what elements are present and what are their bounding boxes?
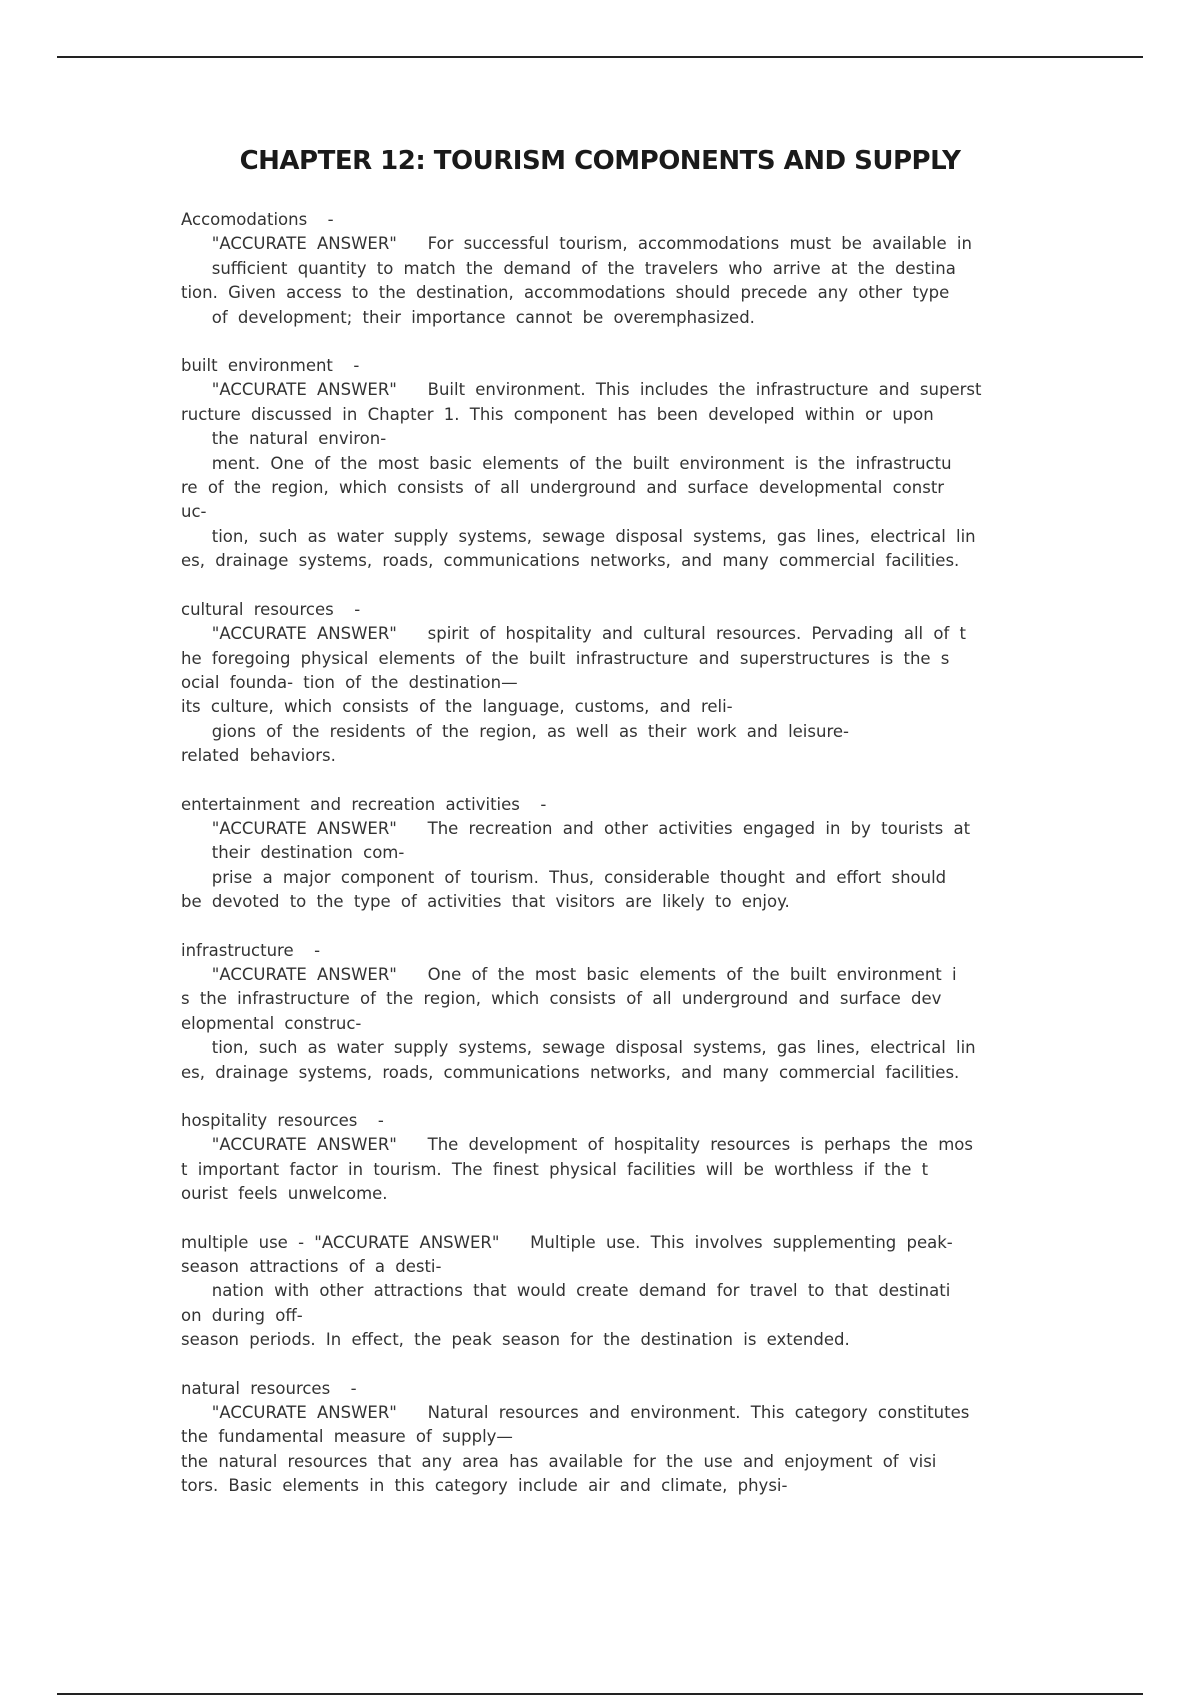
glossary-entry xyxy=(181,793,1021,915)
glossary-entry xyxy=(181,598,1021,769)
entry-definition-line: their destination com- xyxy=(181,843,405,863)
entry-definition-line: the natural environ- xyxy=(181,429,387,449)
entry-definition-line: "ACCURATE ANSWER" The recreation and other activities engaged in by tourists at xyxy=(181,818,971,838)
entry-definition-line: "ACCURATE ANSWER" Natural resources and environment. This category constitutes xyxy=(181,1403,970,1423)
entry-definition-line: es, drainage systems, roads, communications networks, and many commercial facilities. xyxy=(181,1062,960,1082)
entry-definition-line: ourist feels unwelcome. xyxy=(181,1184,388,1204)
entry-definition-line: uc- xyxy=(181,502,207,522)
entry-definition-line: gions of the residents of the region, as well as their work and leisure- xyxy=(181,721,849,741)
entry-definition-line: "ACCURATE ANSWER" For successful tourism, accommodations must be available in xyxy=(181,234,972,254)
entry-definition-line: ocial founda- tion of the destination— xyxy=(181,672,518,692)
page-title: CHAPTER 12: TOURISM COMPONENTS AND SUPPLY xyxy=(239,146,961,176)
entry-term-line: Accomodations - xyxy=(181,210,334,229)
entry-definition-line: season attractions of a desti- xyxy=(181,1257,442,1277)
entry-definition-line: the natural resources that any area has available for the use and enjoyment of visi xyxy=(181,1451,937,1471)
entry-definition-line: tion, such as water supply systems, sewage disposal systems, gas lines, electrical lin xyxy=(181,1038,976,1058)
entry-definition-line: related behaviors. xyxy=(181,746,336,766)
top-rule xyxy=(57,56,1143,58)
entry-definition-line: its culture, which consists of the language, customs, and reli- xyxy=(181,697,733,717)
entry-definition-line: the fundamental measure of supply— xyxy=(181,1427,513,1447)
glossary-entry xyxy=(181,354,1021,574)
glossary-entry xyxy=(181,1377,1021,1499)
entry-definition-line: es, drainage systems, roads, communications networks, and many commercial facilities. xyxy=(181,551,960,571)
glossary-entry xyxy=(181,208,1021,330)
entry-term-line: infrastructure - xyxy=(181,940,321,960)
glossary-content xyxy=(181,208,1021,1523)
entry-definition-line: elopmental construc- xyxy=(181,1013,362,1033)
entry-definition-line: tors. Basic elements in this category include air and climate, physi- xyxy=(181,1476,788,1496)
entry-definition-line: tion. Given access to the destination, accommodations should precede any other type xyxy=(181,283,950,303)
glossary-entry xyxy=(181,1231,1021,1353)
entry-definition-line: t important factor in tourism. The finest physical facilities will be worthless if the t xyxy=(181,1159,929,1179)
entry-definition-line: tion, such as water supply systems, sewage disposal systems, gas lines, electrical lin xyxy=(181,526,976,546)
entry-term-line: built environment - xyxy=(181,356,360,376)
entry-definition-line: "ACCURATE ANSWER" The development of hospitality resources is perhaps the mos xyxy=(181,1135,973,1155)
entry-definition-line: "ACCURATE ANSWER" One of the most basic elements of the built environment i xyxy=(181,964,957,984)
entry-term-line: multiple use - "ACCURATE ANSWER" Multiple use. This involves supplementing peak- xyxy=(181,1232,953,1252)
entry-definition-line: s the infrastructure of the region, which consists of all underground and surface dev xyxy=(181,989,942,1009)
entry-definition-line: nation with other attractions that would create demand for travel to that destinati xyxy=(181,1281,951,1301)
glossary-entry xyxy=(181,1109,1021,1207)
entry-definition-line: ructure discussed in Chapter 1. This component has been developed within or upon xyxy=(181,404,934,424)
entry-definition-line: sufficient quantity to match the demand of the travelers who arrive at the destina xyxy=(181,258,956,278)
entry-definition-line: be devoted to the type of activities that visitors are likely to enjoy. xyxy=(181,892,790,912)
entry-definition-line: ment. One of the most basic elements of the built environment is the infrastructu xyxy=(181,453,952,473)
entry-definition-line: "ACCURATE ANSWER" spirit of hospitality and cultural resources. Pervading all of t xyxy=(181,624,966,644)
entry-term-line: hospitality resources - xyxy=(181,1111,384,1130)
glossary-entry xyxy=(181,939,1021,1085)
entry-definition-line: re of the region, which consists of all underground and surface developmental constr xyxy=(181,478,945,498)
bottom-rule xyxy=(57,1693,1143,1695)
entry-term-line: natural resources - xyxy=(181,1378,357,1398)
entry-definition-line: season periods. In effect, the peak season for the destination is extended. xyxy=(181,1330,850,1350)
entry-definition-line: on during off- xyxy=(181,1305,303,1325)
entry-definition-line: he foregoing physical elements of the built infrastructure and superstructures is the s xyxy=(181,648,950,668)
entry-term-line: entertainment and recreation activities - xyxy=(181,794,547,814)
entry-definition-line: of development; their importance cannot be overemphasized. xyxy=(181,307,755,327)
entry-definition-line: "ACCURATE ANSWER" Built environment. This includes the infrastructure and superst xyxy=(181,380,982,400)
entry-term-line: cultural resources - xyxy=(181,599,361,619)
entry-definition-line: prise a major component of tourism. Thus, considerable thought and effort should xyxy=(181,867,947,887)
